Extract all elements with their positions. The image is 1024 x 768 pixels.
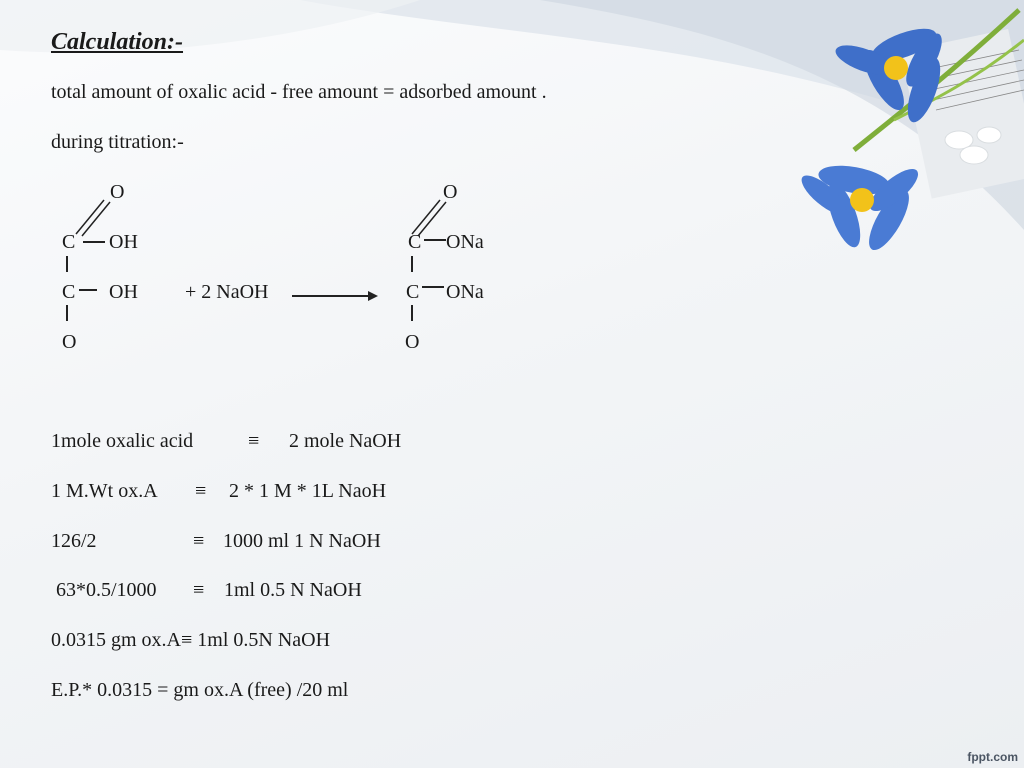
eq1-left: 1mole oxalic acid [51,430,194,452]
reactant-o-top: O [110,181,125,203]
product-bond-c1-ona [424,239,446,241]
eq6-line: E.P.* 0.0315 = gm ox.A (free) /20 ml [51,679,349,701]
product-o-top: O [443,181,458,203]
product-carbon-2: C [406,281,420,303]
eq1-right: 2 mole NaOH [289,430,402,452]
product-ona-2: ONa [446,281,484,303]
reaction-arrow-icon [290,289,380,303]
line-during-titration: during titration:- [51,131,184,153]
reactant-bond-c1-c2 [66,256,68,272]
eq2-left: 1 M.Wt ox.A [51,480,158,502]
eq2-equiv-symbol: ≡ [195,480,207,502]
reactant-oh-2: OH [109,281,138,303]
reactant-carbon-1: C [62,231,76,253]
product-o-bottom: O [405,331,420,353]
eq4-right: 1ml 0.5 N NaOH [224,579,362,601]
reactant-bond-c2-o [66,305,68,321]
product-ona-1: ONa [446,231,484,253]
eq3-left: 126/2 [51,530,97,552]
eq1-equiv-symbol: ≡ [248,430,260,452]
brand-watermark: fppt.com [967,750,1018,764]
reactant-carbon-2: C [62,281,76,303]
product-bond-c2-o [411,305,413,321]
eq4-equiv-symbol: ≡ [193,579,205,601]
eq5-line: 0.0315 gm ox.A≡ 1ml 0.5N NaOH [51,629,331,651]
eq3-right: 1000 ml 1 N NaOH [223,530,381,552]
reagent-naoh: + 2 NaOH [185,281,269,303]
product-bond-c2-ona [422,286,444,288]
reactant-o-bottom: O [62,331,77,353]
reactant-bond-c2-oh [79,289,97,291]
reactant-bond-c1-oh [83,241,105,243]
slide-title: Calculation:- [51,29,184,55]
eq4-left: 63*0.5/1000 [56,579,157,601]
eq3-equiv-symbol: ≡ [193,530,205,552]
product-carbon-1: C [408,231,422,253]
reactant-oh-1: OH [109,231,138,253]
line-total-amount: total amount of oxalic acid - free amount = adsorbed amount . [51,81,547,103]
eq2-right: 2 * 1 M * 1L NaoH [229,480,387,502]
flower-decoration-icon [784,0,1024,280]
product-bond-c1-c2 [411,256,413,272]
reactant-double-bond [72,198,112,238]
